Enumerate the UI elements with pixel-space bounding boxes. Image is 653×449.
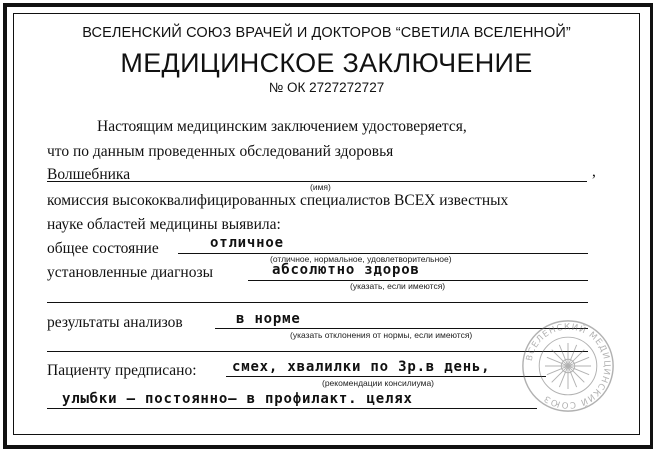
name-hint: (имя)	[310, 182, 331, 192]
stamp-text: ВСЕЛЕНСКИЙ МЕДИЦИНСКИЙ СОЮЗ	[524, 322, 612, 410]
commission-line-1: комиссия высококвалифицированных специалистов ВСЕХ известных	[47, 192, 509, 209]
analyses-label: результаты анализов	[47, 314, 183, 331]
prescribed-value-line-1: смех, хвалилки по 3р.в день,	[232, 359, 491, 375]
analyses-underline-2	[47, 351, 588, 352]
analyses-value: в норме	[236, 311, 301, 327]
prescribed-underline-2	[47, 408, 537, 409]
prescribed-hint: (рекомендации консилиума)	[322, 378, 435, 388]
prescribed-value-line-2: улыбки — постоянно— в профилакт. целях	[62, 391, 413, 407]
diagnoses-hint: (указать, если имеются)	[350, 281, 446, 291]
patient-name: Волшебника	[47, 166, 131, 183]
commission-line-2: науке областей медицины выявила:	[47, 216, 281, 233]
intro-line-1: Настоящим медицинским заключением удостоверяется,	[97, 118, 467, 135]
analyses-hint: (указать отклонения от нормы, если имеются)	[290, 330, 473, 340]
general-state-hint: (отличное, нормальное, удовлетворительное)	[270, 254, 452, 264]
round-stamp	[520, 318, 616, 414]
general-state-value: отличное	[210, 235, 284, 251]
prescribed-label: Пациенту предписано:	[47, 362, 197, 379]
name-comma: ,	[592, 163, 596, 180]
general-state-label: общее состояние	[47, 240, 159, 257]
document-number: № ОК 2727272727	[268, 80, 385, 95]
organization-name: ВСЕЛЕНСКИЙ СОЮЗ ВРАЧЕЙ И ДОКТОРОВ “СВЕТИЛА ВСЕЛЕННОЙ”	[82, 25, 571, 41]
document-title: МЕДИЦИНСКОЕ ЗАКЛЮЧЕНИЕ	[120, 48, 533, 78]
diagnoses-label: установленные диагнозы	[47, 264, 214, 281]
stamp-star-icon	[545, 343, 591, 389]
intro-line-2: что по данным проведенных обследований здоровья	[47, 143, 394, 160]
diagnoses-underline-2	[47, 302, 588, 303]
prescribed-underline	[226, 376, 546, 377]
diagnoses-value: абсолютно здоров	[272, 262, 420, 278]
